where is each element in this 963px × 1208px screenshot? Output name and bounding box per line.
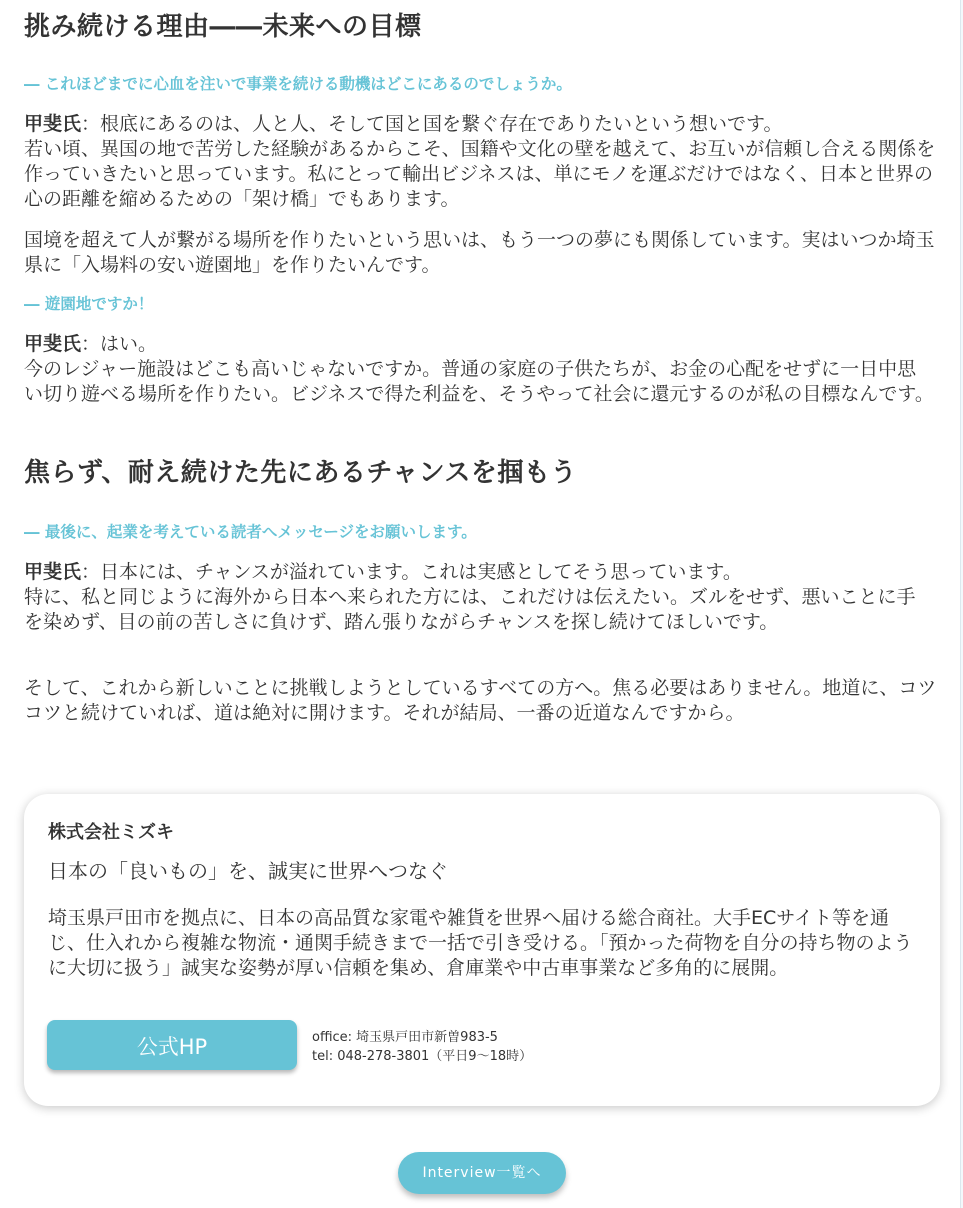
- interview-list-button[interactable]: Interview一覧へ: [398, 1152, 566, 1194]
- company-name: 株式会社ミズキ: [48, 822, 174, 843]
- speaker-name: 甲斐氏: [24, 333, 82, 355]
- company-description: 埼玉県戸田市を拠点に、日本の高品質な家電や雑貨を世界へ届ける総合商社。大手ECサイト等を通じ、仕入れから複雑な物流・通関手続きまで一括で引き受ける。「預かった荷物を自分の持ち物のように大切に扱う」誠実な姿勢が厚い信頼を集め、倉庫業や中古車事業など多角的に展開。: [48, 907, 913, 979]
- office-address: office: 埼玉県戸田市新曽983-5: [312, 1030, 498, 1045]
- official-hp-button[interactable]: 公式HP: [47, 1020, 297, 1070]
- company-info-card: [24, 794, 940, 1106]
- interview-answer: [24, 332, 934, 407]
- section-heading-future-goal: 挑み続ける理由――未来への目標: [24, 12, 422, 42]
- section-heading-chance: 焦らず、耐え続けた先にあるチャンスを掴もう: [24, 458, 577, 488]
- interview-question: ― 最後に、起業を考えている読者へメッセージをお願いします。: [24, 523, 477, 541]
- interview-question: ― これほどまでに心血を注いで事業を続ける動機はどこにあるのでしょうか。: [24, 75, 572, 93]
- paragraph: そして、これから新しいことに挑戦しようとしているすべての方へ。焦る必要はありません。地道に、コツコツと続けていれば、道は絶対に開けます。それが結局、一番の近道なんですから。: [24, 677, 937, 724]
- answer-first-line: ：根底にあるのは、人と人、そして国と国を繋ぐ存在でありたいという想いです。: [81, 113, 783, 135]
- speaker-name: 甲斐氏: [24, 561, 82, 583]
- company-contact: [312, 1028, 532, 1066]
- interview-answer: [24, 112, 944, 212]
- answer-first-line: ：日本には、チャンスが溢れています。これは実感としてそう思っています。: [81, 561, 742, 583]
- paragraph: 国境を超えて人が繋がる場所を作りたいという思いは、もう一つの夢にも関係しています。実はいつか埼玉県に「入場料の安い遊園地」を作りたいんです。: [24, 229, 935, 276]
- phone-number: tel: 048-278-3801（平日9〜18時）: [312, 1049, 533, 1064]
- interview-question: ― 遊園地ですか！: [24, 295, 154, 313]
- answer-body: 若い頃、異国の地で苦労した経験があるからこそ、国籍や文化の壁を越えて、お互いが信頼し合える関係を作っていきたいと思っています。私にとって輸出ビジネスは、単にモノを運ぶだけではなく、日本と世界の心の距離を縮めるための「架け橋」でもあります。: [24, 138, 936, 210]
- answer-body: 今のレジャー施設はどこも高いじゃないですか。普通の家庭の子供たちが、お金の心配をせずに一日中思い切り遊べる場所を作りたい。ビジネスで得た利益を、そうやって社会に還元するのが私の目標なんです。: [24, 358, 934, 405]
- company-tagline: 日本の「良いもの」を、誠実に世界へつなぐ: [48, 859, 448, 883]
- answer-first-line: ：はい。: [81, 333, 158, 355]
- speaker-name: 甲斐氏: [24, 113, 82, 135]
- interview-answer: [24, 560, 934, 635]
- answer-body: 特に、私と同じように海外から日本へ来られた方には、これだけは伝えたい。ズルをせず、悪いことに手を染めず、目の前の苦しさに負けず、踏ん張りながらチャンスを探し続けてほしいです。: [24, 586, 916, 633]
